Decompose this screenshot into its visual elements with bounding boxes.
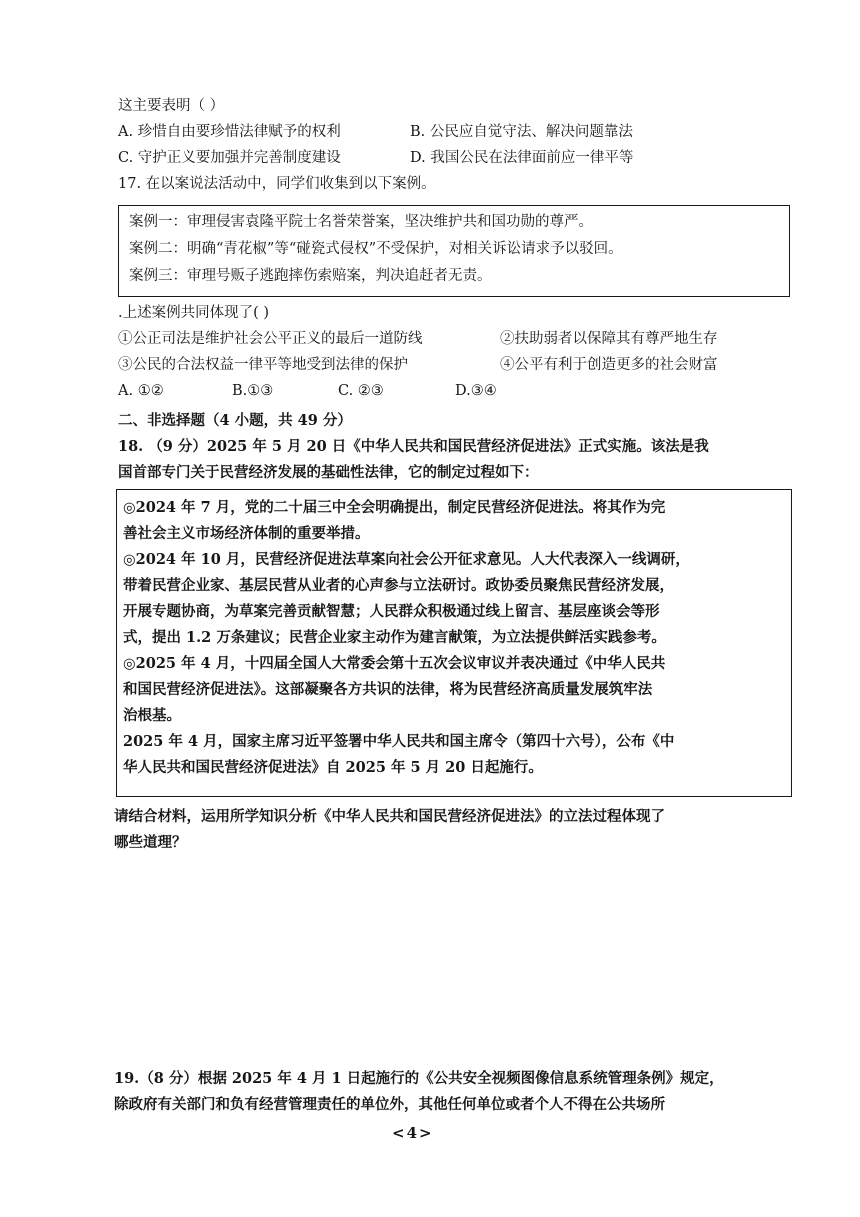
q17-statement-4: ④公平有利于创造更多的社会财富	[500, 357, 718, 373]
q18-material-line: 善社会主义市场经济体制的重要举措。	[123, 525, 370, 542]
q18-material-box	[116, 489, 792, 797]
section-heading: 二、非选择题（4 小题，共 49 分）	[118, 412, 352, 429]
q16-stem-tail: 这主要表明（ ）	[118, 98, 225, 114]
q17-statement-3: ③公民的合法权益一律平等地受到法律的保护	[118, 357, 408, 373]
q17-option-c: C. ②③	[338, 383, 384, 399]
q16-option-d: D. 我国公民在法律面前应一律平等	[410, 150, 634, 166]
q17-option-a: A. ①②	[118, 383, 164, 399]
q17-statement-2: ②扶助弱者以保障其有尊严地生存	[500, 331, 718, 347]
q18-intro-line-1: 18. （9 分）2025 年 5 月 20 日《中华人民共和国民营经济促进法》正式实施。该法是我	[118, 438, 709, 455]
q17-case-box	[118, 205, 790, 297]
q17-option-b: B.①③	[232, 383, 274, 399]
q18-material-line: 治根基。	[123, 707, 181, 724]
q19-line-2: 除政府有关部门和负有经营管理责任的单位外，其他任何单位或者个人不得在公共场所	[114, 1096, 665, 1113]
q16-option-b: B. 公民应自觉守法、解决问题靠法	[410, 124, 633, 140]
q17-case-2: 案例二：明确“青花椒”等“碰瓷式侵权”不受保护，对相关诉讼请求予以驳回。	[129, 241, 623, 257]
q18-material-line: 带着民营企业家、基层民营从业者的心声参与立法研讨。政协委员聚焦民营经济发展，	[123, 577, 674, 594]
q17-statement-1: ①公正司法是维护社会公平正义的最后一道防线	[118, 331, 423, 347]
q18-material-line: ◎2025 年 4 月，十四届全国人大常委会第十五次会议审议并表决通过《中华人民共	[123, 655, 666, 672]
q18-intro-line-2: 国首部专门关于民营经济发展的基础性法律，它的制定过程如下：	[118, 464, 539, 481]
q18-material-line: 式，提出 1.2 万条建议；民营企业家主动作为建言献策，为立法提供鲜活实践参考。	[123, 629, 666, 646]
page-number: <4>	[392, 1124, 434, 1142]
q19-line-1: 19.（8 分）根据 2025 年 4 月 1 日起施行的《公共安全视频图像信息系统管理条例》规定，	[114, 1070, 724, 1087]
q17-option-d: D.③④	[455, 383, 497, 399]
q18-prompt-line-2: 哪些道理？	[114, 834, 187, 851]
q16-option-a: A. 珍惜自由要珍惜法律赋予的权利	[118, 124, 341, 140]
q17-case-1: 案例一：审理侵害袁隆平院士名誉荣誉案，坚决维护共和国功勋的尊严。	[129, 214, 593, 230]
q17-question: .上述案例共同体现了( )	[118, 305, 270, 321]
q17-stem: 17. 在以案说法活动中，同学们收集到以下案例。	[118, 176, 436, 192]
q16-option-c: C. 守护正义要加强并完善制度建设	[118, 150, 341, 166]
q18-material-line: 和国民营经济促进法》。这部凝聚各方共识的法律，将为民营经济高质量发展筑牢法	[123, 681, 653, 698]
q18-material-line: 2025 年 4 月，国家主席习近平签署中华人民共和国主席令（第四十六号），公布《中	[123, 733, 675, 750]
q18-material-line: ◎2024 年 7 月，党的二十届三中全会明确提出，制定民营经济促进法。将其作为完	[123, 499, 666, 516]
q18-material-line: ◎2024 年 10 月，民营经济促进法草案向社会公开征求意见。人大代表深入一线调研，	[123, 551, 690, 568]
q18-prompt-line-1: 请结合材料，运用所学知识分析《中华人民共和国民营经济促进法》的立法过程体现了	[114, 808, 665, 825]
q18-material-line: 开展专题协商，为草案完善贡献智慧；人民群众积极通过线上留言、基层座谈会等形	[123, 603, 660, 620]
q18-material-line: 华人民共和国民营经济促进法》自 2025 年 5 月 20 日起施行。	[123, 759, 543, 776]
q17-case-3: 案例三：审理号贩子逃跑摔伤索赔案，判决追赶者无责。	[129, 268, 492, 284]
